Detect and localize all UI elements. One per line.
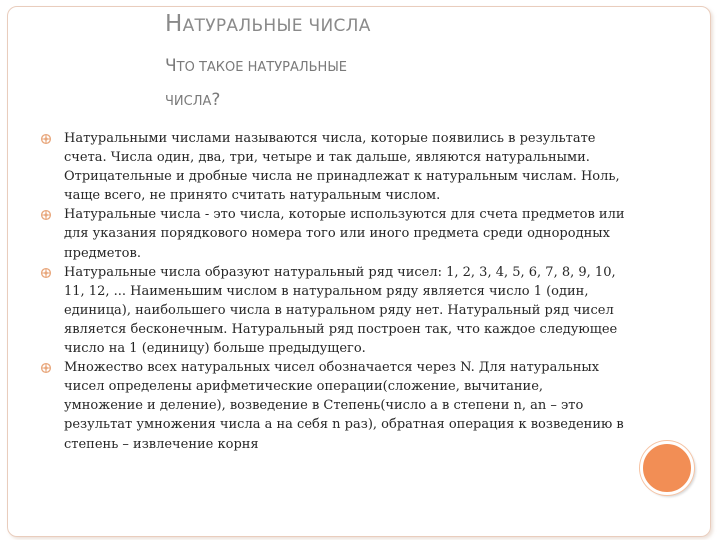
bullet-icon: [40, 362, 52, 374]
title-rest: АТУРАЛЬНЫЕ ЧИСЛА: [182, 16, 371, 36]
bullet-icon: [40, 133, 52, 145]
subtitle-end: ?: [211, 90, 221, 110]
bullet-list: [40, 129, 625, 454]
bullet-text: Множество всех натуральных чисел обозначается через N. Для натуральных чисел определены арифметические операции(сложение, вычитание, умножение и деление), возведение в Степень(число а в степени n, an – это результат умножения числа a на себя n раз), обратная операция к возведению в степень – извлечение корня: [64, 360, 624, 452]
slide-title: [165, 12, 371, 38]
bullet-text: Натуральные числа - это числа, которые используются для счета предметов или для указания порядкового номера того или иного предмета среди однородных предметов.: [64, 207, 625, 261]
subtitle-rest: ТО ТАКОЕ НАТУРАЛЬНЫЕ: [176, 60, 348, 75]
bullet-text: Натуральными числами называются числа, которые появились в результате счета. Числа один, два, три, четыре и так дальше, являются натуральными. Отрицательные и дробные числа не принадлежат к натуральным числам. Ноль, чаще всего, не принято считать натуральным числом.: [64, 131, 620, 204]
list-item: [40, 358, 625, 453]
subtitle-initial: Ч: [165, 56, 177, 76]
list-item: [40, 129, 625, 205]
bullet-text: Натуральные числа образуют натуральный ряд чисел: 1, 2, 3, 4, 5, 6, 7, 8, 9, 10, 11, 12, ... Наименьшим числом в натуральном ряду является число 1 (один, единица), наибольшего числа в натуральном ряду нет. Натуральный ряд чисел является бесконечным. Натуральный ряд построен так, что каждое следующее число на 1 (единицу) больше предыдущего.: [64, 264, 618, 357]
bullet-icon: [40, 267, 52, 279]
subtitle-line2: ЧИСЛА: [165, 94, 212, 109]
list-item: [40, 205, 625, 262]
orange-circle-decoration: [640, 441, 694, 495]
title-initial: Н: [165, 11, 183, 37]
list-item: [40, 263, 625, 358]
slide-subtitle: [165, 50, 485, 118]
bullet-icon: [40, 209, 52, 221]
